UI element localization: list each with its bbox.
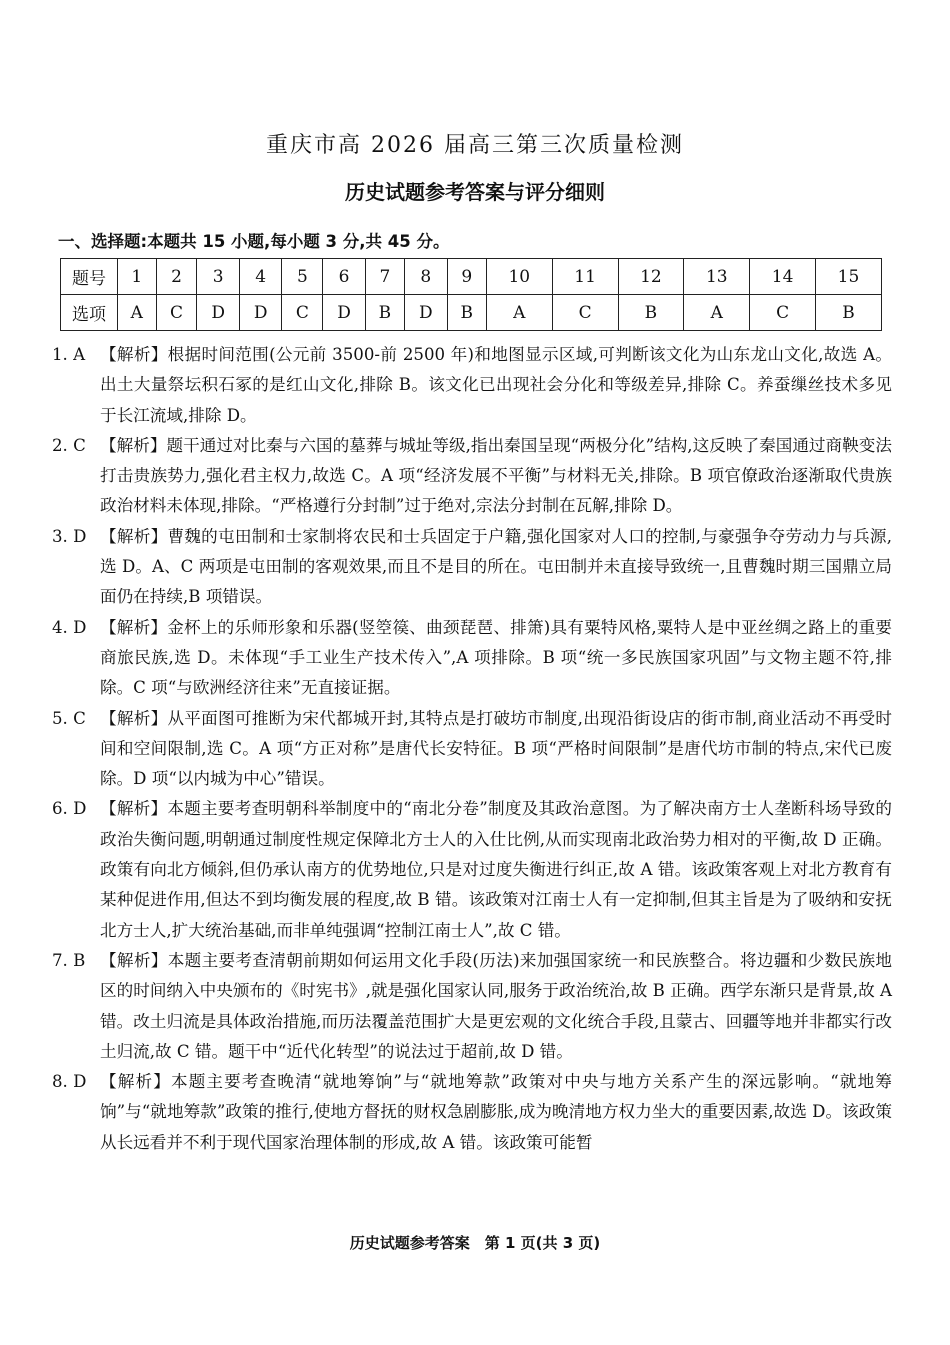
explanations-list bbox=[52, 340, 892, 1158]
answer-cell: A bbox=[486, 295, 552, 331]
explanation-item bbox=[52, 1067, 892, 1158]
explanation-number: 1. A bbox=[52, 345, 86, 364]
question-number-cell: 15 bbox=[816, 259, 882, 295]
explanation-text: 【解析】题干通过对比秦与六国的墓葬与城址等级,指出秦国呈现“两极分化”结构,这反映了秦国通过商鞅变法打击贵族势力,强化君主权力,故选 C。A 项“经济发展不平衡”与材料无关,排除。B 项官僚政治逐渐取代贵族政治材料未体现,排除。“严格遵行分封制”过于绝对,宗法分封制在瓦解,排除 D。 bbox=[100, 435, 892, 516]
explanation-number: 4. D bbox=[52, 617, 87, 637]
question-number-cell: 2 bbox=[156, 259, 197, 295]
explanation-number: 6. D bbox=[52, 799, 87, 819]
explanation-text: 【解析】本题主要考查清朝前期如何运用文化手段(历法)来加强国家统一和民族整合。将边疆和少数民族地区的时间纳入中央颁布的《时宪书》,就是强化国家认同,服务于政治统治,故 B 正确。西学东渐只是背景,故 A 错。改土归流是具体政治措施,而历法覆盖范围扩大是更宏观的文化统合手段,且蒙古、回疆等地并非都实行改土归流,故 C 错。题干中“近代化转型”的说法过于超前,故 D 错。 bbox=[100, 950, 892, 1061]
explanation-text: 【解析】金杯上的乐师形象和乐器(竖箜篌、曲颈琵琶、排箫)具有粟特风格,粟特人是中亚丝绸之路上的重要商旅民族,选 D。未体现“手工业生产技术传入”,A 项排除。B 项“统一多民族国家巩固”与文物主题不符,排除。C 项“与欧洲经济往来”无直接证据。 bbox=[100, 617, 892, 698]
answer-cell: C bbox=[552, 295, 618, 331]
explanation-item bbox=[52, 340, 892, 431]
answer-cell: D bbox=[197, 295, 240, 331]
explanation-number: 7. B bbox=[52, 950, 86, 970]
answer-cell: D bbox=[323, 295, 366, 331]
table-header-answer: 选项 bbox=[61, 295, 118, 331]
explanation-text: 【解析】本题主要考查明朝科举制度中的“南北分卷”制度及其政治意图。为了解决南方士人垄断科场导致的政治失衡问题,明朝通过制度性规定保障北方士人的入仕比例,从而实现南北政治势力相对的平衡,故 D 正确。政策有向北方倾斜,但仍承认南方的优势地位,只是对过度失衡进行纠正,故 A 错。该政策客观上对北方教育有某种促进作用,但达不到均衡发展的程度,故 B 错。该政策对江南士人有一定抑制,但其主旨是为了吸纳和安抚北方士人,扩大统治基础,而非单纯强调“控制江南士人”,故 C 错。 bbox=[100, 799, 892, 940]
answer-cell: B bbox=[618, 295, 684, 331]
answer-cell: B bbox=[447, 295, 486, 331]
question-number-cell: 6 bbox=[323, 259, 366, 295]
answer-cell: D bbox=[239, 295, 282, 331]
explanation-number: 3. D bbox=[52, 526, 87, 546]
page-footer: 历史试题参考答案 第 1 页(共 3 页) bbox=[349, 1234, 601, 1252]
question-number-cell: 4 bbox=[239, 259, 282, 295]
question-number-cell: 5 bbox=[282, 259, 323, 295]
answer-cell: C bbox=[156, 295, 197, 331]
question-number-cell: 13 bbox=[684, 259, 750, 295]
page-title: 重庆市高 2026 届高三第三次质量检测 bbox=[266, 133, 684, 158]
question-number-cell: 1 bbox=[118, 259, 157, 295]
section-heading: 一、选择题:本题共 15 小题,每小题 3 分,共 45 分。 bbox=[58, 232, 450, 251]
answer-cell: D bbox=[405, 295, 448, 331]
explanation-item bbox=[52, 522, 892, 613]
explanation-text: 【解析】曹魏的屯田制和士家制将农民和士兵固定于户籍,强化国家对人口的控制,与豪强争夺劳动力与兵源,选 D。A、C 两项是屯田制的客观效果,而且不是目的所在。屯田制并未直接导致统一,且曹魏时期三国鼎立局面仍在持续,B 项错误。 bbox=[100, 526, 892, 607]
answer-cell: B bbox=[816, 295, 882, 331]
answer-cell: B bbox=[365, 295, 404, 331]
explanation-text: 【解析】根据时间范围(公元前 3500-前 2500 年)和地图显示区域,可判断该文化为山东龙山文化,故选 A。出土大量祭坛积石冢的是红山文化,排除 B。该文化已出现社会分化和等级差异,排除 C。养蚕缫丝技术多见于长江流域,排除 D。 bbox=[100, 345, 892, 425]
table-header-question-number: 题号 bbox=[61, 259, 118, 295]
question-number-cell: 11 bbox=[552, 259, 618, 295]
answer-cell: C bbox=[282, 295, 323, 331]
explanation-text: 【解析】本题主要考查晚清“就地筹饷”与“就地筹款”政策对中央与地方关系产生的深远影响。“就地筹饷”与“就地筹款”政策的推行,使地方督抚的财权急剧膨胀,成为晚清地方权力坐大的重要因素,故选 D。该政策从长远看并不利于现代国家治理体制的形成,故 A 错。该政策可能暂 bbox=[100, 1072, 892, 1152]
explanation-item bbox=[52, 613, 892, 704]
explanation-item bbox=[52, 794, 892, 945]
explanation-item bbox=[52, 704, 892, 795]
question-number-cell: 12 bbox=[618, 259, 684, 295]
explanation-number: 2. C bbox=[52, 435, 86, 455]
answer-cell: A bbox=[118, 295, 157, 331]
answer-table bbox=[60, 258, 882, 331]
explanation-item bbox=[52, 946, 892, 1067]
question-number-cell: 14 bbox=[750, 259, 816, 295]
explanation-item bbox=[52, 431, 892, 522]
answer-table-answer-row bbox=[61, 295, 882, 331]
explanation-text: 【解析】从平面图可推断为宋代都城开封,其特点是打破坊市制度,出现沿街设店的街市制,商业活动不再受时间和空间限制,选 C。A 项“方正对称”是唐代长安特征。B 项“严格时间限制”是唐代坊市制的特点,宋代已废除。D 项“以内城为中心”错误。 bbox=[100, 708, 892, 789]
question-number-cell: 7 bbox=[365, 259, 404, 295]
answer-table-number-row bbox=[61, 259, 882, 295]
answer-cell: C bbox=[750, 295, 816, 331]
explanation-number: 5. C bbox=[52, 708, 86, 728]
question-number-cell: 8 bbox=[405, 259, 448, 295]
answer-cell: A bbox=[684, 295, 750, 331]
question-number-cell: 3 bbox=[197, 259, 240, 295]
question-number-cell: 10 bbox=[486, 259, 552, 295]
question-number-cell: 9 bbox=[447, 259, 486, 295]
explanation-number: 8. D bbox=[52, 1072, 87, 1092]
page-subtitle: 历史试题参考答案与评分细则 bbox=[345, 180, 605, 204]
